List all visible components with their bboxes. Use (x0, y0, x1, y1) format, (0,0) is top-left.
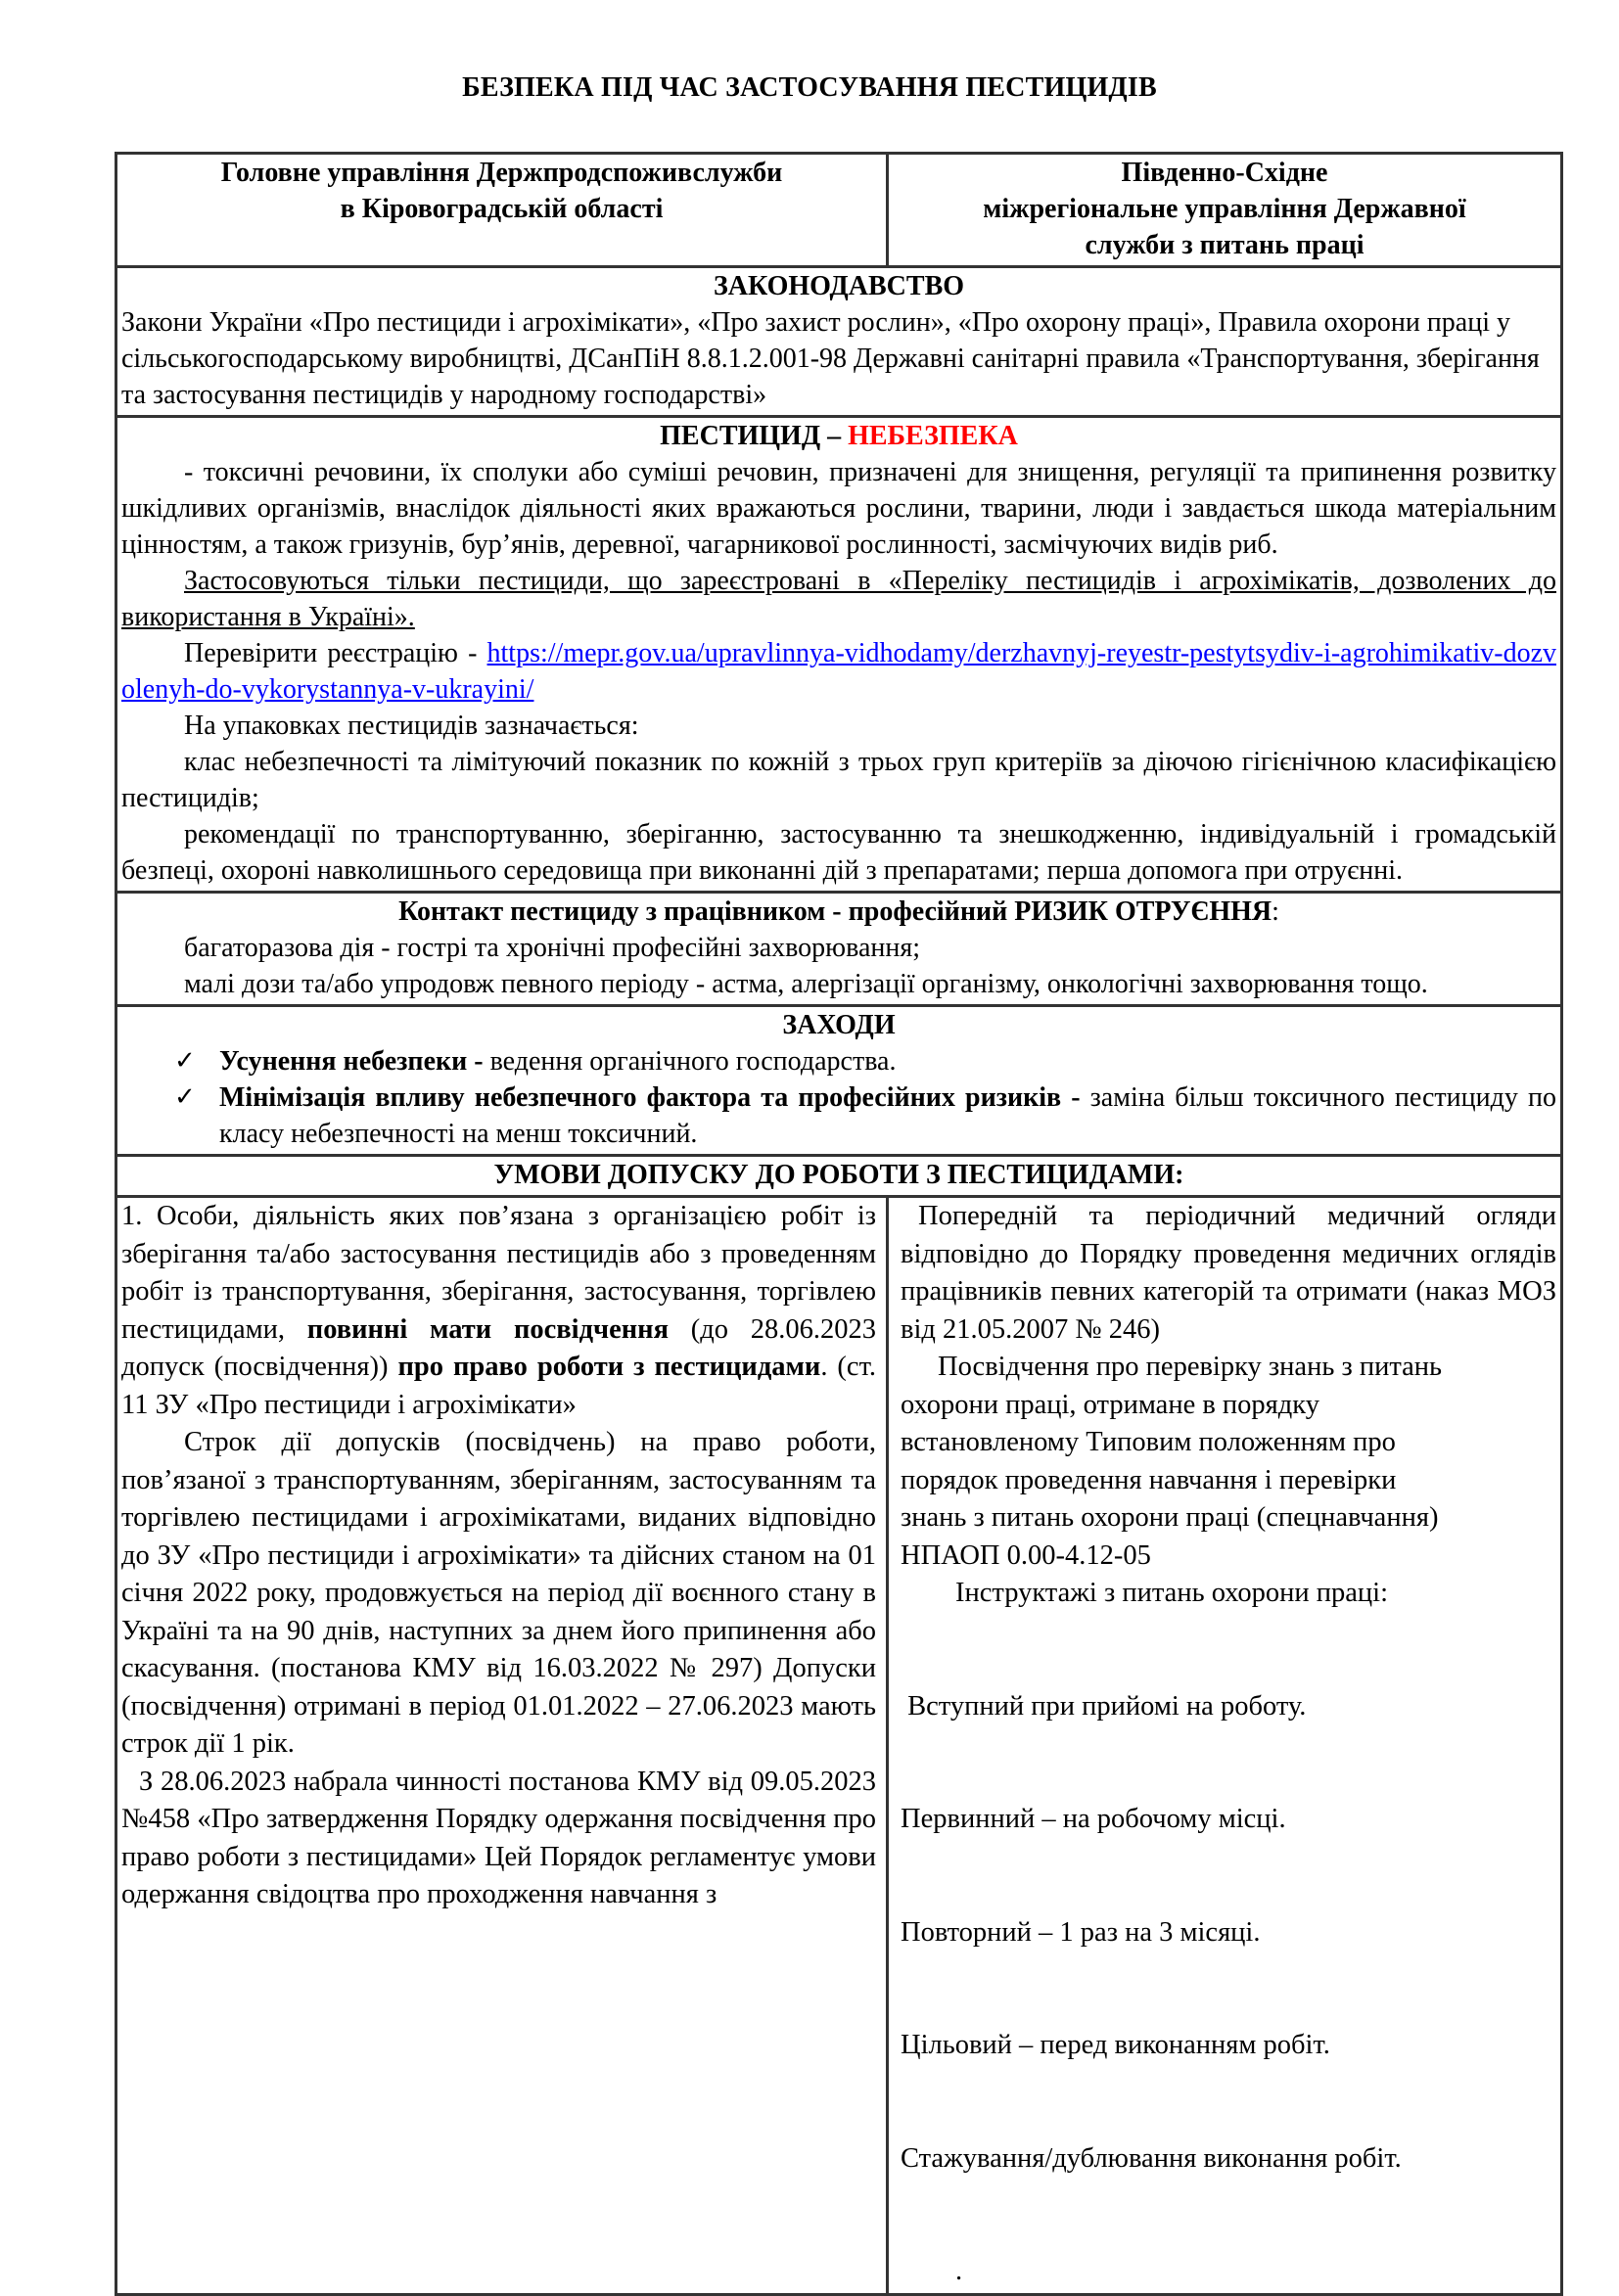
measure-item-text: ведення органічного господарства. (489, 1046, 897, 1077)
registration-check (121, 635, 1556, 708)
admission-right-cell (888, 1197, 1562, 2295)
danger-title-prefix: ПЕСТИЦИД – (660, 421, 849, 451)
measure-item-bold: Мінімізація впливу небезпечного фактора та професійних ризиків - (219, 1082, 1090, 1113)
trailing-dot: . (955, 2256, 963, 2286)
safety-certificate-line3: встановленому Типовим положенням про (901, 1427, 1396, 1457)
measures-list (121, 1043, 1556, 1152)
info-table (115, 152, 1563, 2296)
briefings-list (901, 1613, 1556, 2254)
danger-title (121, 418, 1556, 454)
safety-certificate (901, 1349, 1556, 1575)
briefing-item: Стажування/дублювання виконання робіт. (901, 2142, 1402, 2174)
must-have-certificate: повинні мати посвідчення (306, 1313, 669, 1345)
briefing-item: Повторний – 1 раз на 3 місяці. (901, 1916, 1261, 1948)
agency-right-line1: Південно-Східне (1121, 158, 1328, 188)
registry-link[interactable]: https://mepr.gov.ua/upravlinnya-vidhodamy/derzhavnyj-reyestr-pestytsydiv-i-agrohimikativ-dozvolenyh-do-vykorystannya-v-ukrayini/ (121, 638, 1556, 705)
admission-left-p1-mid: (до 28.06.2023 допуск (посвідчення)) (121, 1313, 876, 1382)
safety-certificate-line1: Посвідчення про перевірку знань з питань (938, 1352, 1443, 1382)
measure-item (174, 1079, 1556, 1152)
admission-left-p1 (121, 1198, 876, 1424)
admission-title: УМОВИ ДОПУСКУ ДО РОБОТИ З ПЕСТИЦИДАМИ: (493, 1160, 1184, 1190)
briefing-item: Вступний при прийомі на роботу. (901, 1690, 1307, 1722)
checkmark-icon: ✓ (174, 1082, 196, 1112)
packaging-item-1: клас небезпечності та лімітуючий показник по кожній з трьох груп критеріїв за діючою гігієнічною класифікацією пестицидів; (121, 747, 1556, 813)
safety-certificate-line2: охорони праці, отримане в порядку (901, 1389, 1319, 1420)
briefing-item: Цільовий – перед виконанням робіт. (901, 2030, 1330, 2060)
packaging-item-2: рекомендації по транспортуванню, зберіганню, застосуванню та знешкодженню, індивідуальній і громадській безпеці, охороні навколишнього середовища при виконанні дій з препаратами; перша допомога при отруєнні. (121, 819, 1556, 886)
danger-cell (116, 417, 1562, 893)
legislation-title: ЗАКОНОДАВСТВО (713, 271, 965, 301)
measures-cell (116, 1006, 1562, 1156)
pesticide-definition: - токсичні речовини, їх сполуки або суміші речовин, призначені для знищення, регуляції та припинення розвитку шкідливих організмів, внаслідок діяльності яких вражаються рослини, тварини, люди і завдається шкода матеріальним цінностям, а також гризунів, бур’янів, деревної, чагарникової рослинності, засмічуючих видів риб. (121, 457, 1556, 560)
risk-row (116, 893, 1562, 1006)
admission-columns-row (116, 1197, 1562, 2295)
admission-left-p1-end: . (ст. 11 ЗУ «Про пестициди і агрохімікати» (121, 1352, 877, 1420)
agency-right-line3: служби з питань праці (1085, 230, 1365, 260)
safety-certificate-line6: НПАОП 0.00-4.12-05 (901, 1539, 1151, 1571)
legislation-row (116, 267, 1562, 417)
risk-title (121, 894, 1556, 930)
danger-title-highlight: НЕБЕЗПЕКА (848, 421, 1018, 451)
measure-item (174, 1043, 1556, 1079)
admission-left-p2: Строк дії допусків (посвідчень) на право роботи, пов’язаної з транспортуванням, зберіганням, застосуванням та торгівлею пестицидами і агрохімікатами, виданих відповідно до ЗУ «Про пестициди і агрохімікати» та дійсних станом на 01 січня 2022 року, продовжується на період дії воєнного стану в Україні та на 90 днів, наступних за днем його припинення або скасування. (постанова КМУ від 16.03.2022 № 297) Допуски (посвідчення) отримані в період 01.01.2022 – 27.06.2023 мають строк дії 1 рік. (121, 1427, 876, 1759)
briefings-title: Інструктажі з питань охорони праці: (955, 1578, 1389, 1608)
measure-item-text: заміна більш токсичного пестициду по класу небезпечності на менш токсичний. (219, 1082, 1556, 1149)
risk-item-2: малі дози та/або упродовж певного періоду - астма, алергізації організму, онкологічні захворювання тощо. (184, 969, 1428, 999)
admission-left-p3: З 28.06.2023 набрала чинності постанова КМУ від 09.05.2023 №458 «Про затвердження Порядку одержання посвідчення про право роботи з пестицидами» Цей Порядок регламентує умови одержання свідоцтва про проходження навчання з (121, 1766, 876, 1909)
measures-title: ЗАХОДИ (782, 1010, 896, 1040)
admission-left-p1-text: 1. Особи, діяльність яких пов’язана з організацією робіт із зберігання та/або застосування пестицидів або з проведенням робіт із транспортування, зберігання, застосування, торгівлею пестицидами, (121, 1201, 876, 1345)
measure-item-bold: Усунення небезпеки - (219, 1046, 490, 1077)
briefing-item: Первинний – на робочому місці. (901, 1804, 1286, 1834)
risk-item-1: багаторазова дія - гострі та хронічні професійні захворювання; (184, 933, 920, 963)
safety-certificate-line4: порядок проведення навчання і перевірки (901, 1464, 1397, 1495)
registered-pesticides-note: Застосовуються тільки пестициди, що зареєстровані в «Переліку пестицидів і агрохімікатів, дозволених до використання в Україні». (121, 566, 1556, 632)
checkmark-icon: ✓ (174, 1046, 196, 1076)
agency-right (888, 154, 1562, 267)
risk-title-suffix: : (1272, 896, 1279, 927)
safety-certificate-line5: знань з питань охорони праці (спецнавчання) (901, 1502, 1439, 1533)
measures-row (116, 1006, 1562, 1156)
packaging-intro: На упаковках пестицидів зазначається: (184, 711, 639, 741)
risk-cell (116, 893, 1562, 1006)
legislation-cell (116, 267, 1562, 417)
agency-left-line2: в Кіровоградській області (340, 194, 664, 224)
agency-left-line1: Головне управління Держпродспоживслужби (220, 158, 783, 188)
medical-exams: Попередній та періодичний медичний огляди відповідно до Порядку проведення медичних оглядів працівників певних категорій та отримати (наказ МОЗ від 21.05.2007 № 246) (901, 1201, 1556, 1345)
agency-right-line2: міжрегіональне управління Державної (983, 194, 1466, 224)
danger-row (116, 417, 1562, 893)
legislation-text: Закони України «Про пестициди і агрохімікати», «Про захист рослин», «Про охорону праці», Правила охорони праці у сільськогосподарському виробництві, ДСанПіН 8.8.1.2.001-98 Державні санітарні правила «Транспортування, зберігання та застосування пестицидів у народному господарстві» (121, 307, 1540, 410)
admission-left-cell (116, 1197, 888, 2295)
right-to-work-with-pesticides: про право роботи з пестицидами (397, 1352, 821, 1382)
admission-title-row (116, 1156, 1562, 1197)
agency-left (116, 154, 888, 267)
admission-title-cell (116, 1156, 1562, 1197)
risk-title-text: Контакт пестициду з працівником - професійний РИЗИК ОТРУЄННЯ (398, 896, 1272, 927)
agencies-row (116, 154, 1562, 267)
document-title: БЕЗПЕКА ПІД ЧАС ЗАСТОСУВАННЯ ПЕСТИЦИДІВ (462, 72, 1157, 103)
registration-check-label: Перевірити реєстрацію - (184, 638, 487, 668)
